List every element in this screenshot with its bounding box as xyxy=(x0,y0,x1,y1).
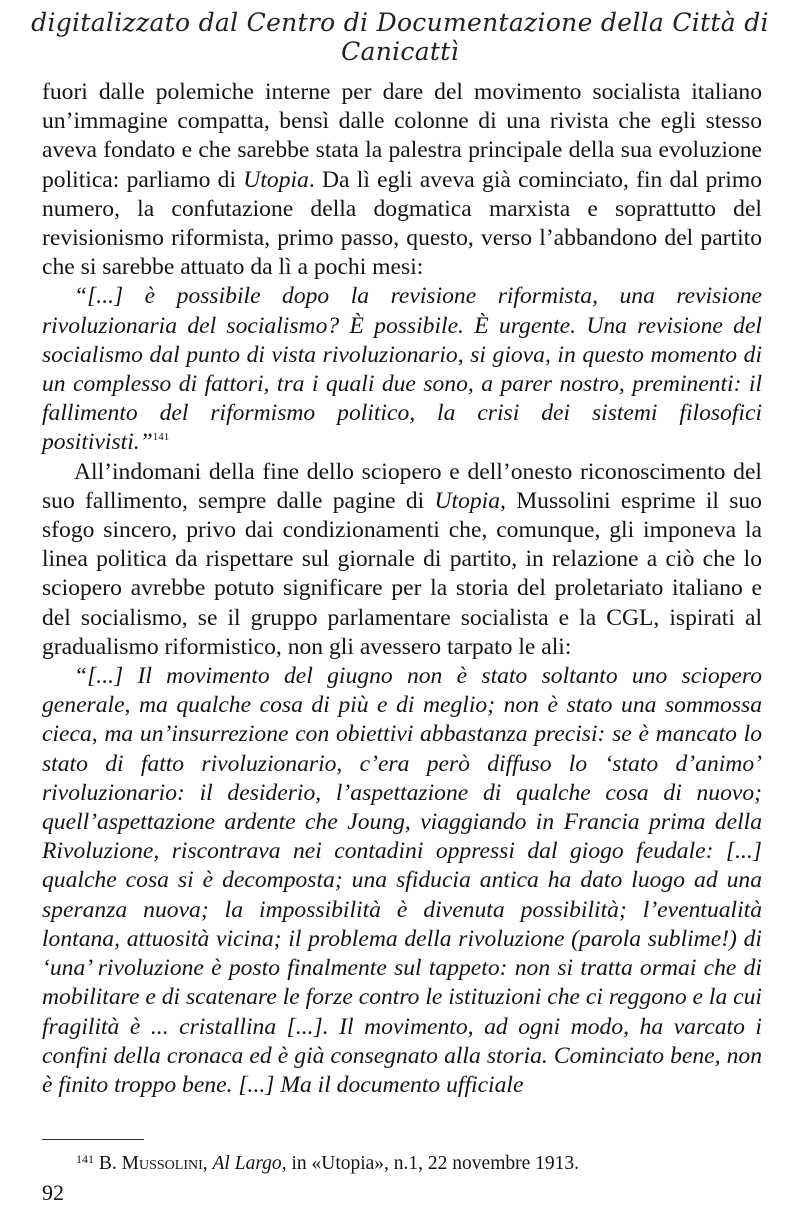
quote-1-text: “[...] è possibile dopo la revisione riformista, una revisione rivoluzionaria del socialismo? È possibile. È urgente. Una revisione del socialismo dal punto di vista rivoluzionario, si giova, in questo momento di un complesso di fattori, tra i quali due sono, a parer nostro, preminenti: il fallimento del riformismo politico, la crisi dei sistemi filosofici positivisti.” xyxy=(42,283,762,456)
footnote-title: Al Largo xyxy=(212,1153,282,1174)
page-number: 92 xyxy=(42,1180,64,1205)
digitization-header: digitalizzato dal Centro di Documentazione della Città di Canicattì xyxy=(31,8,769,66)
quote-1 xyxy=(42,282,762,457)
footnote-initial: B. xyxy=(98,1153,122,1174)
p2-text-b: Mussolini esprime il suo sfogo sincero, privo dai condizionamenti che, comunque, gli imponeva la linea politica da rispettare sul giornale di partito, in relazione a ciò che lo sciopero avrebbe potuto significare per la storia del proletariato italiano e del socialismo, se il gruppo parlamentare socialista e la CGL, ispirati al gradualismo riformistico, non gli avessero tarpato le ali: xyxy=(42,487,762,660)
footnote-divider xyxy=(42,1139,144,1140)
paragraph-1 xyxy=(42,78,762,282)
footnote-141 xyxy=(42,1152,762,1176)
paragraph-2 xyxy=(42,458,762,662)
footnote-source: , in «Utopia», n.1, 22 novembre 1913. xyxy=(281,1153,580,1174)
p1-journal-title: Utopia xyxy=(243,166,309,193)
p2-journal-title: Utopia, xyxy=(434,487,506,514)
footnote-sep: , xyxy=(202,1153,213,1174)
footnote-ref-141: 141 xyxy=(152,431,170,444)
p1-text-a: fuori dalle polemiche interne per dare del movimento socialista italiano un’immagine compatta, bensì dalle colonne di una rivista che egli stesso aveva fondato e che sarebbe stata la palestra principale della sua evoluzione politica: parliamo di xyxy=(42,79,762,193)
main-text xyxy=(42,78,762,1100)
footnote-number: 141 xyxy=(76,1152,94,1166)
quote-2: “[...] Il movimento del giugno non è stato soltanto uno sciopero generale, ma qualche cosa di più e di meglio; non è stato una sommossa cieca, ma un’insurrezione con obiettivi abbastanza precisi: se è mancato lo stato di fatto rivoluzionario, c’era però diffuso lo ‘stato d’animo’ rivoluzionario: il desiderio, l’aspettazione di qualche cosa di nuovo; quell’aspettazione ardente che Joung, viaggiando in Francia prima della Rivoluzione, riscontrava nei contadini oppressi dal giogo feudale: [...] qualche cosa si è decomposta; una sfiducia antica ha dato luogo ad una speranza nuova; la impossibilità è divenuta possibilità; l’eventualità lontana, attuosità vicina; il problema della rivoluzione (parola sublime!) di ‘una’ rivoluzione è posto finalmente sul tappeto: non si tratta ormai che di mobilitare e di scatenare le forze contro le istituzioni che ci reggono e la cui fragilità è ... cristallina [...]. Il movimento, ad ogni modo, ha varcato i confini della cronaca ed è già consegnato alla storia. Cominciato bene, non è finito troppo bene. [...] Ma il documento ufficiale xyxy=(42,663,762,1098)
p1-text-b: . Da lì egli aveva già cominciato, fin dal primo numero, la confutazione della dogmatica marxista e soprattutto del revisionismo riformista, primo passo, questo, verso l’abbandono del partito che si sarebbe attuato da lì a pochi mesi: xyxy=(42,166,762,281)
footnote-author: Mussolini xyxy=(121,1153,203,1174)
p2-text-a: All’indomani della fine dello sciopero e dell’onesto riconoscimento del suo fallimento, sempre dalle pagine di xyxy=(42,458,762,514)
